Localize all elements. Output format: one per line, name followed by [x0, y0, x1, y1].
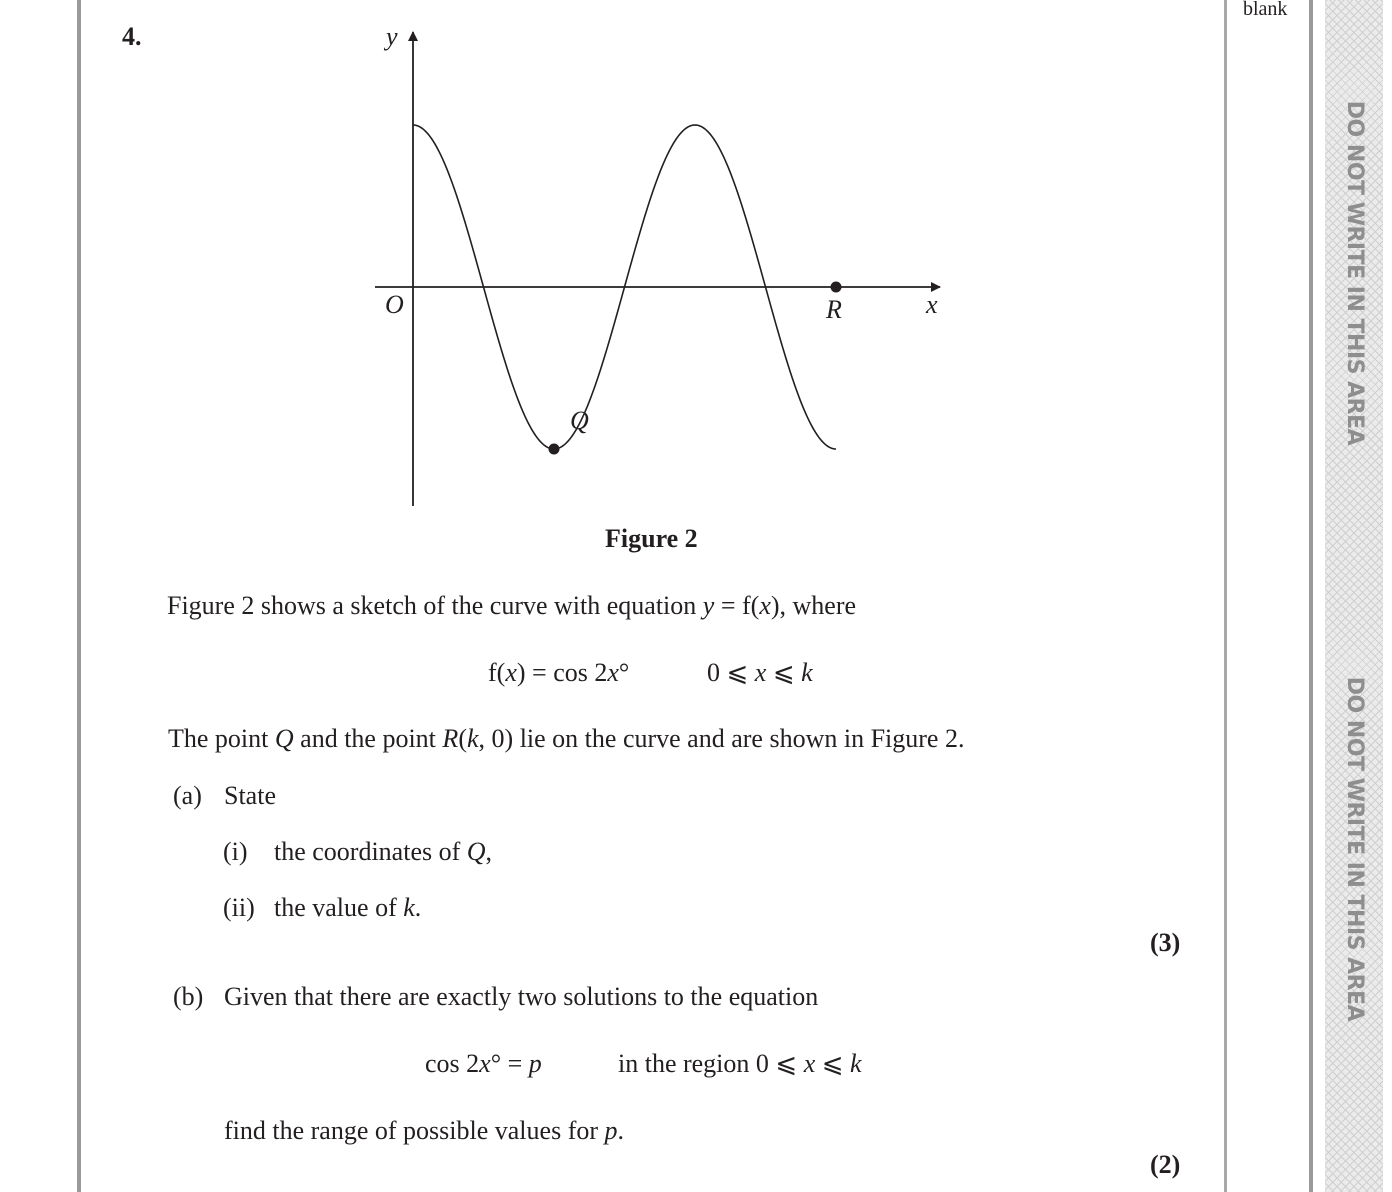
points-text: The point Q and the point R(k, 0) lie on the curve and are shown in Figure 2.	[168, 724, 965, 753]
part-a-ii-text: the value of k.	[274, 893, 422, 922]
part-b-equation: cos 2x° = p	[425, 1049, 542, 1078]
domain-inequality: 0 ⩽ x ⩽ k	[707, 658, 813, 687]
right-margin-rule	[1224, 0, 1227, 1192]
figure-caption: Figure 2	[605, 524, 698, 553]
axis-x-label: x	[926, 290, 938, 319]
part-a-ii-label: (ii)	[223, 893, 255, 922]
function-equation: f(x) = cos 2x°	[488, 658, 630, 687]
side-warning-top: DO NOT WRITE IN THIS AREA	[1342, 100, 1367, 446]
origin-label: O	[385, 290, 404, 319]
figure-2-graph	[0, 0, 1000, 520]
axis-y-label: y	[386, 22, 398, 51]
part-b-text: Given that there are exactly two solutions to the equation	[224, 982, 819, 1011]
hatched-area-border	[1309, 0, 1313, 1192]
part-a-i-label: (i)	[223, 837, 248, 866]
point-q-label: Q	[570, 406, 589, 435]
part-b-region: in the region 0 ⩽ x ⩽ k	[618, 1049, 862, 1078]
intro-text: Figure 2 shows a sketch of the curve with equation y = f(x), where	[167, 591, 857, 620]
part-a-i-text: the coordinates of Q,	[274, 837, 493, 866]
point-q-marker	[549, 444, 560, 455]
part-a-label: (a)	[173, 781, 202, 810]
part-b-label: (b)	[173, 982, 204, 1011]
part-b-marks: (2)	[1150, 1150, 1181, 1179]
part-a-text: State	[224, 781, 276, 810]
blank-label: blank	[1243, 0, 1288, 20]
part-a-marks: (3)	[1150, 928, 1181, 957]
point-r-label: R	[826, 295, 842, 324]
point-r-marker	[831, 282, 842, 293]
part-b-find-text: find the range of possible values for p.	[224, 1116, 625, 1145]
question-number: 4.	[122, 22, 142, 51]
side-warning-bottom: DO NOT WRITE IN THIS AREA	[1342, 676, 1367, 1022]
